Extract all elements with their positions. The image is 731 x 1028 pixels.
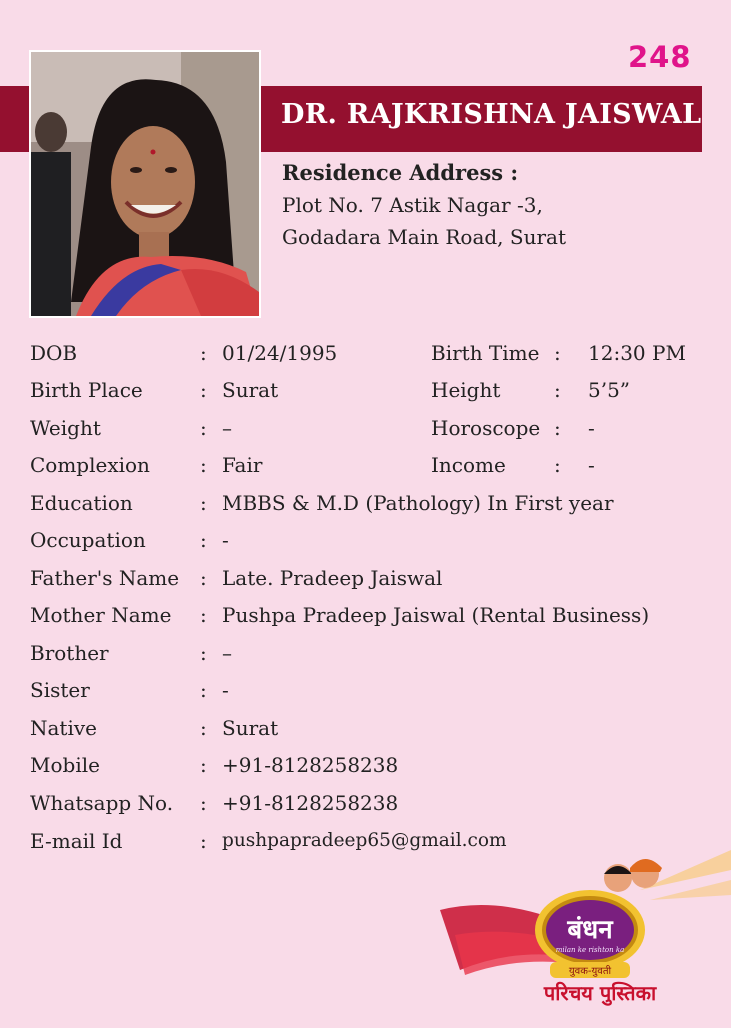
father-label: Father's Name: [30, 566, 180, 590]
whatsapp-colon: :: [200, 791, 207, 815]
bandhan-logo: [440, 850, 731, 1024]
height-value: 5’5”: [588, 378, 631, 402]
father-value: Late. Pradeep Jaiswal: [222, 566, 443, 590]
weight-value: –: [222, 416, 232, 440]
horoscope-value: -: [588, 416, 595, 440]
sister-value: -: [222, 678, 229, 702]
profile-photo: [29, 50, 261, 318]
dob-value: 01/24/1995: [222, 341, 338, 365]
mother-colon: :: [200, 603, 207, 627]
birth-time-value: 12:30 PM: [588, 341, 686, 365]
birth-place-label: Birth Place: [30, 378, 143, 402]
whatsapp-label: Whatsapp No.: [30, 791, 174, 815]
sister-label: Sister: [30, 678, 90, 702]
education-value: MBBS & M.D (Pathology) In First year: [222, 491, 614, 515]
brother-colon: :: [200, 641, 207, 665]
dob-label: DOB: [30, 341, 78, 365]
brother-label: Brother: [30, 641, 109, 665]
native-label: Native: [30, 716, 97, 740]
sister-colon: :: [200, 678, 207, 702]
portrait-image: [31, 52, 259, 316]
page-number: 248: [628, 40, 692, 74]
height-colon: :: [554, 378, 561, 402]
horoscope-colon: :: [554, 416, 561, 440]
occupation-label: Occupation: [30, 528, 146, 552]
birth-time-colon: :: [554, 341, 561, 365]
mobile-label: Mobile: [30, 753, 100, 777]
native-colon: :: [200, 716, 207, 740]
complexion-value: Fair: [222, 453, 263, 477]
address-line-2: Godadara Main Road, Surat: [282, 225, 566, 249]
logo-caption: परिचय पुस्तिका: [543, 981, 657, 1005]
education-label: Education: [30, 491, 133, 515]
weight-colon: :: [200, 416, 207, 440]
weight-label: Weight: [30, 416, 101, 440]
mobile-colon: :: [200, 753, 207, 777]
complexion-label: Complexion: [30, 453, 150, 477]
address-line-1: Plot No. 7 Astik Nagar -3,: [282, 193, 543, 217]
occupation-colon: :: [200, 528, 207, 552]
address-label: Residence Address :: [282, 160, 519, 185]
birth-time-label: Birth Time: [431, 341, 540, 365]
horoscope-label: Horoscope: [431, 416, 541, 440]
father-colon: :: [200, 566, 207, 590]
native-value: Surat: [222, 716, 279, 740]
income-value: -: [588, 453, 595, 477]
income-label: Income: [431, 453, 506, 477]
logo-title: बंधन: [567, 915, 613, 945]
dob-colon: :: [200, 341, 207, 365]
candidate-name: DR. RAJKRISHNA JAISWAL: [281, 99, 702, 130]
birth-place-colon: :: [200, 378, 207, 402]
education-colon: :: [200, 491, 207, 515]
whatsapp-value: +91-8128258238: [222, 791, 399, 815]
email-value: pushpapradeep65@gmail.com: [222, 830, 507, 851]
email-label: E-mail Id: [30, 829, 123, 853]
complexion-colon: :: [200, 453, 207, 477]
mother-label: Mother Name: [30, 603, 172, 627]
logo-tagline: milan ke rishton ka: [555, 946, 625, 954]
brother-value: –: [222, 641, 232, 665]
height-label: Height: [431, 378, 501, 402]
income-colon: :: [554, 453, 561, 477]
birth-place-value: Surat: [222, 378, 279, 402]
email-colon: :: [200, 829, 207, 853]
logo-subtitle: युवक-युवती: [568, 966, 612, 977]
occupation-value: -: [222, 528, 229, 552]
mobile-value: +91-8128258238: [222, 753, 399, 777]
mother-value: Pushpa Pradeep Jaiswal (Rental Business): [222, 603, 650, 627]
